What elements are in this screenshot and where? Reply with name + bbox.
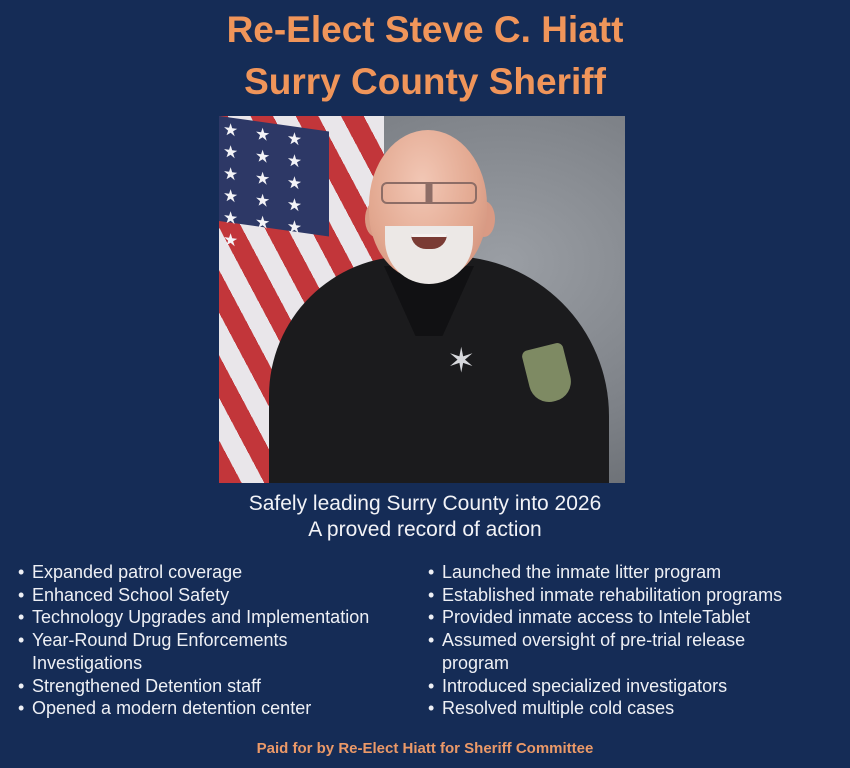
- accomplishments-right-list: [428, 561, 846, 720]
- list-item: • Assumed oversight of pre-trial release program: [428, 629, 782, 674]
- sheriff-star-badge-icon: ✶: [447, 342, 476, 380]
- paid-for-disclaimer: Paid for by Re-Elect Hiatt for Sheriff Committee: [256, 740, 594, 757]
- list-item: • Expanded patrol coverage: [18, 561, 423, 584]
- glasses: [381, 182, 477, 204]
- list-item: • Strengthened Detention staff: [18, 675, 423, 698]
- list-item: • Launched the inmate litter program: [428, 561, 846, 584]
- list-item: • Technology Upgrades and Implementation: [18, 606, 423, 629]
- list-item: • Resolved multiple cold cases: [428, 697, 846, 720]
- tagline-line-1: Safely leading Surry County into 2026: [248, 492, 602, 515]
- list-item: • Established inmate rehabilitation programs: [428, 584, 846, 607]
- candidate-photo: [219, 116, 625, 483]
- title-line-2: Surry County Sheriff: [244, 61, 606, 102]
- list-item: • Provided inmate access to InteleTablet: [428, 606, 846, 629]
- title-line-1: Re-Elect Steve C. Hiatt: [226, 9, 624, 50]
- list-item: • Introduced specialized investigators: [428, 675, 846, 698]
- accomplishments-left-list: [18, 561, 423, 720]
- list-item: • Year-Round Drug Enforcements Investigations: [18, 629, 332, 674]
- list-item: • Enhanced School Safety: [18, 584, 423, 607]
- flag-stars: ★ ★ ★ ★ ★ ★ ★ ★ ★ ★ ★ ★ ★ ★ ★ ★: [219, 116, 329, 236]
- list-item: • Opened a modern detention center: [18, 697, 423, 720]
- tagline-line-2: A proved record of action: [308, 518, 542, 541]
